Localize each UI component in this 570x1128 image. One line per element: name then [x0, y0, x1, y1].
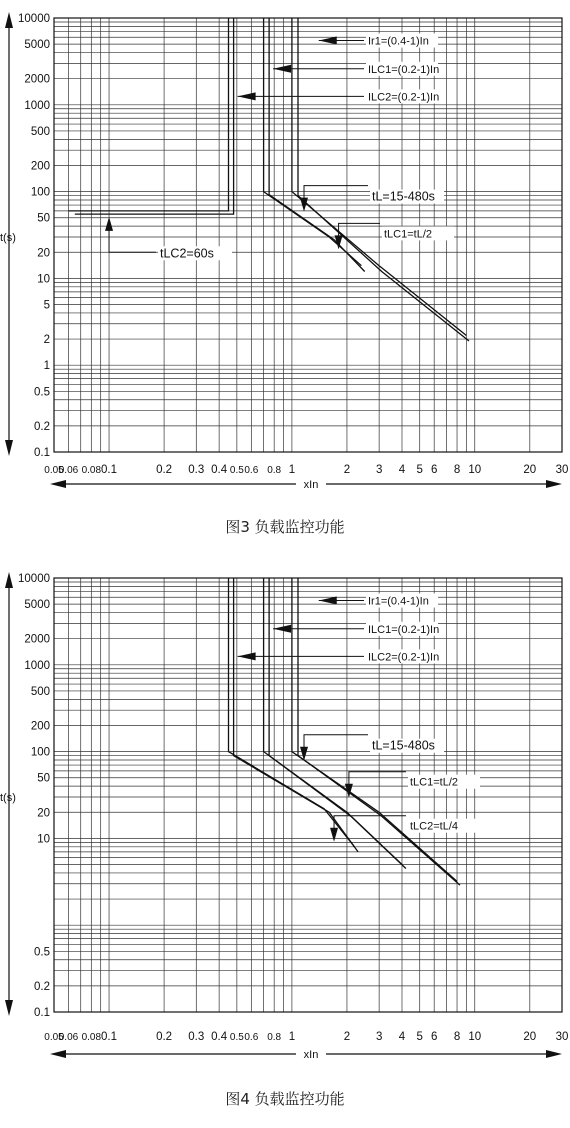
y-tick-label: 0.1: [34, 1007, 50, 1019]
x-tick-label: 20: [523, 464, 537, 476]
y-tick-label: 0.5: [34, 946, 50, 959]
x-tick-label: 6: [430, 1031, 438, 1043]
annotation-arrowhead: [319, 597, 337, 605]
y-tick-label: 50: [37, 212, 50, 225]
x-tick-label: 4: [398, 1031, 406, 1043]
annotation-arrowhead: [105, 217, 113, 231]
x-tick-label: 30: [555, 1031, 569, 1043]
trip-curve-line: [264, 578, 402, 865]
x-tick-label: 4: [398, 464, 406, 476]
y-tick-label: 200: [30, 160, 50, 173]
y-tick-label: 100: [30, 746, 50, 759]
x-axis-label: xIn: [303, 479, 319, 491]
x-tick-label: 0.3: [188, 464, 205, 476]
annotation-arrowhead: [273, 65, 291, 73]
grid: [54, 578, 562, 1012]
annotation-label: ILC2=(0.2-1)In: [368, 651, 440, 664]
y-tick-label: 5000: [24, 39, 50, 52]
annotation-arrowhead: [238, 652, 256, 660]
x-tick-label: 6: [430, 464, 438, 476]
y-tick-label: 500: [30, 125, 50, 138]
y-tick-label: 200: [30, 720, 50, 733]
y-axis-label: t(s): [0, 231, 16, 244]
annotation-leader: [109, 225, 156, 252]
x-tick-label: 0.05: [44, 465, 64, 476]
y-tick-label: 1: [43, 360, 50, 373]
plot-frame: [54, 18, 562, 452]
y-tick-label: 2000: [24, 633, 50, 646]
x-tick-label: 0.06: [58, 1032, 79, 1043]
x-tick-label: 0.05: [44, 1032, 64, 1043]
x-tick-label: 0.1: [101, 464, 118, 476]
y-tick-label: 20: [37, 807, 50, 820]
annotation-arrowhead: [273, 625, 291, 633]
chart-load-monitoring-fig3: [0, 0, 570, 505]
trip-curve-line: [234, 578, 358, 852]
annotation-label: ILC1=(0.2-1)In: [368, 63, 440, 76]
x-tick-label: 0.4: [211, 464, 228, 476]
x-tick-label: 0.3: [188, 1031, 205, 1043]
y-tick-label: 10000: [18, 13, 50, 25]
x-tick-label: 0.2: [156, 464, 173, 476]
x-tick-label: 5: [416, 464, 423, 476]
x-tick-label: 10: [468, 464, 482, 476]
chart-load-monitoring-fig4: [0, 560, 570, 1075]
x-tick-label: 30: [555, 464, 569, 476]
x-tick-label: 0.08: [81, 465, 102, 476]
x-tick-label: 0.1: [101, 1031, 118, 1043]
annotation-label: tLC1=tL/2: [384, 228, 433, 241]
annotation-label: ILC1=(0.2-1)In: [368, 623, 440, 636]
annotation-leader: [349, 772, 406, 788]
x-tick-label: 0.5: [229, 465, 244, 476]
x-tick-label: 0.08: [81, 1032, 102, 1043]
y-tick-label: 0.2: [34, 980, 50, 993]
annotation-label: ILC2=(0.2-1)In: [368, 91, 440, 104]
y-tick-label: 2: [43, 334, 50, 347]
x-tick-label: 0.06: [58, 465, 79, 476]
y-tick-label: 100: [30, 186, 50, 199]
x-tick-label: 2: [343, 1031, 351, 1043]
caption-fig4: 图4 负载监控功能: [225, 1090, 345, 1108]
y-tick-label: 5000: [24, 599, 50, 612]
y-tick-label: 50: [37, 772, 50, 785]
y-tick-label: 10: [37, 833, 50, 846]
annotation-arrowhead: [330, 828, 338, 842]
y-tick-label: 0.5: [34, 386, 50, 399]
x-tick-label: 2: [343, 464, 351, 476]
y-tick-label: 0.1: [34, 447, 50, 459]
annotation-arrowhead: [319, 37, 337, 45]
annotation-label: tL=15-480s: [372, 738, 435, 753]
x-tick-label: 0.4: [211, 1031, 228, 1043]
x-tick-label: 0.8: [267, 1032, 282, 1043]
x-tick-label: 3: [375, 1031, 383, 1043]
caption-fig3: 图3 负载监控功能: [225, 518, 345, 536]
plot-frame: [54, 578, 562, 1012]
x-tick-label: 0.8: [267, 465, 282, 476]
grid: [54, 18, 562, 452]
figure-3: [0, 0, 570, 550]
x-axis-label: xIn: [303, 1049, 319, 1061]
figure-4: [0, 560, 570, 1120]
y-axis-label: t(s): [0, 791, 16, 804]
annotation-label: tL=15-480s: [372, 189, 435, 204]
x-tick-label: 1: [288, 464, 296, 476]
annotation-label: Ir1=(0.4-1)In: [368, 595, 429, 608]
y-tick-label: 10: [37, 273, 50, 286]
y-tick-label: 1000: [24, 99, 50, 112]
x-tick-label: 20: [523, 1031, 537, 1043]
trip-curve-line: [69, 18, 229, 211]
x-tick-label: 0.2: [156, 1031, 173, 1043]
y-tick-label: 2000: [24, 73, 50, 86]
y-tick-label: 1000: [24, 659, 50, 672]
annotation-label: tLC1=tL/2: [410, 776, 459, 789]
annotation-label: tLC2=60s: [160, 246, 214, 261]
x-tick-label: 10: [468, 1031, 482, 1043]
x-tick-label: 0.6: [244, 1032, 259, 1043]
trip-curve-line: [75, 18, 234, 214]
x-tick-label: 0.5: [229, 1032, 244, 1043]
y-tick-label: 20: [37, 247, 50, 260]
annotation-label: tLC2=tL/4: [410, 820, 459, 833]
x-tick-label: 8: [453, 464, 461, 476]
x-tick-label: 0.6: [244, 465, 259, 476]
annotation-leader: [304, 186, 368, 202]
y-tick-label: 500: [30, 685, 50, 698]
y-tick-label: 0.2: [34, 420, 50, 433]
annotation-label: Ir1=(0.4-1)In: [368, 35, 429, 48]
x-tick-label: 5: [416, 1031, 423, 1043]
annotation-leader: [304, 735, 368, 751]
x-tick-label: 8: [453, 1031, 461, 1043]
y-tick-label: 10000: [18, 573, 50, 585]
annotation-arrowhead: [238, 92, 256, 100]
x-tick-label: 3: [375, 464, 383, 476]
annotation-leader: [334, 816, 406, 832]
y-tick-label: 5: [43, 299, 50, 312]
x-tick-label: 1: [288, 1031, 296, 1043]
